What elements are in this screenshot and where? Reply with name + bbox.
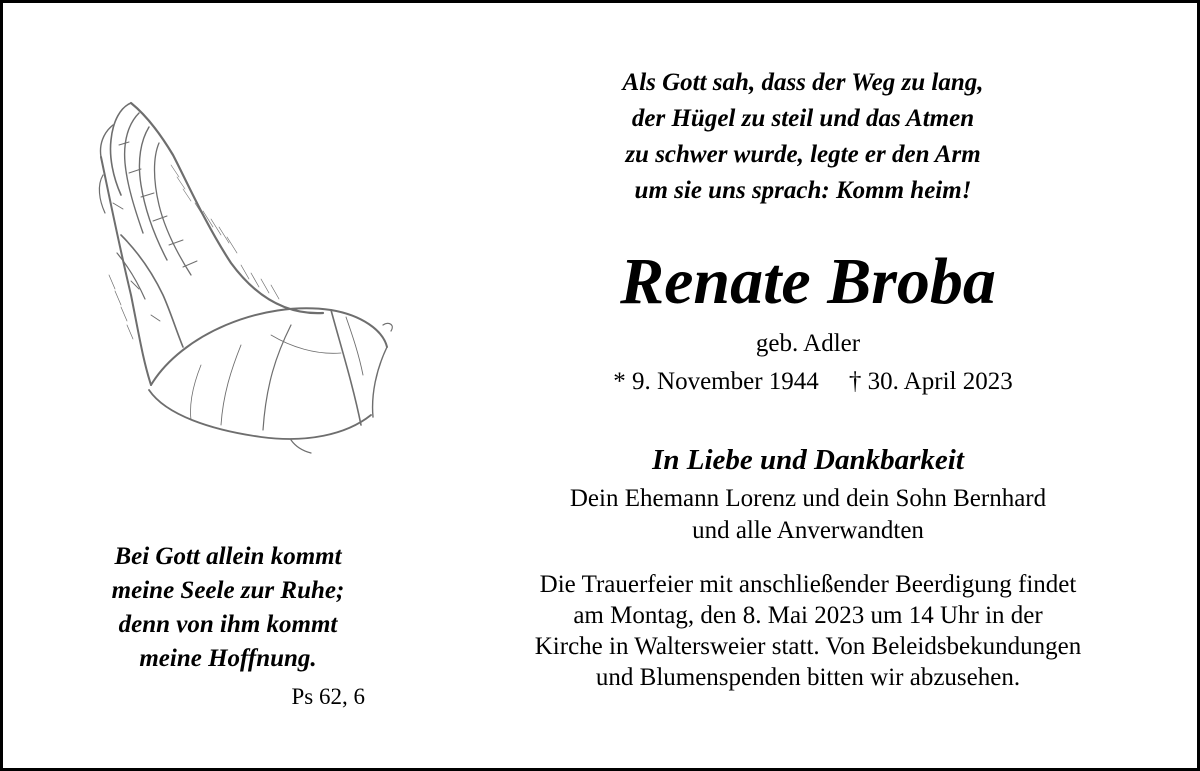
- dedication-heading: In Liebe und Dankbarkeit: [652, 444, 964, 476]
- psalm-verse-line: Bei Gott allein kommt: [114, 543, 342, 570]
- maiden-name: geb. Adler: [755, 330, 861, 357]
- memorial-poem-line: zu schwer wurde, legte er den Arm: [625, 141, 981, 168]
- death-date: † 30. April 2023: [848, 368, 1013, 395]
- birth-date: * 9. November 1944: [613, 368, 819, 395]
- funeral-line: und Blumenspenden bitten wir abzusehen.: [595, 664, 1021, 691]
- memorial-poem: [523, 65, 1083, 209]
- psalm-verse-line: meine Seele zur Ruhe;: [111, 577, 345, 604]
- deceased-name: Renate Broba: [620, 245, 996, 318]
- mourners-line: Dein Ehemann Lorenz und dein Sohn Bernhard: [569, 485, 1047, 512]
- psalm-verse: [63, 540, 393, 676]
- funeral-line: am Montag, den 8. Mai 2023 um 14 Uhr in der: [573, 602, 1043, 629]
- memorial-poem-line: der Hügel zu steil und das Atmen: [631, 105, 975, 132]
- mourners-list: [493, 483, 1123, 547]
- psalm-reference: Ps 62, 6: [291, 684, 365, 709]
- memorial-poem-line: um sie uns sprach: Komm heim!: [634, 177, 972, 204]
- mourners-line: und alle Anverwandten: [692, 517, 924, 544]
- psalm-verse-line: meine Hoffnung.: [139, 645, 317, 672]
- praying-hands-icon: [91, 85, 403, 457]
- life-dates: [543, 366, 1083, 398]
- funeral-line: Die Trauerfeier mit anschließender Beerdigung findet: [539, 571, 1077, 598]
- funeral-announcement: [463, 569, 1153, 693]
- psalm-verse-line: denn von ihm kommt: [118, 611, 338, 638]
- memorial-poem-line: Als Gott sah, dass der Weg zu lang,: [622, 69, 984, 96]
- funeral-line: Kirche in Waltersweier statt. Von Beleidsbekundungen: [534, 633, 1082, 660]
